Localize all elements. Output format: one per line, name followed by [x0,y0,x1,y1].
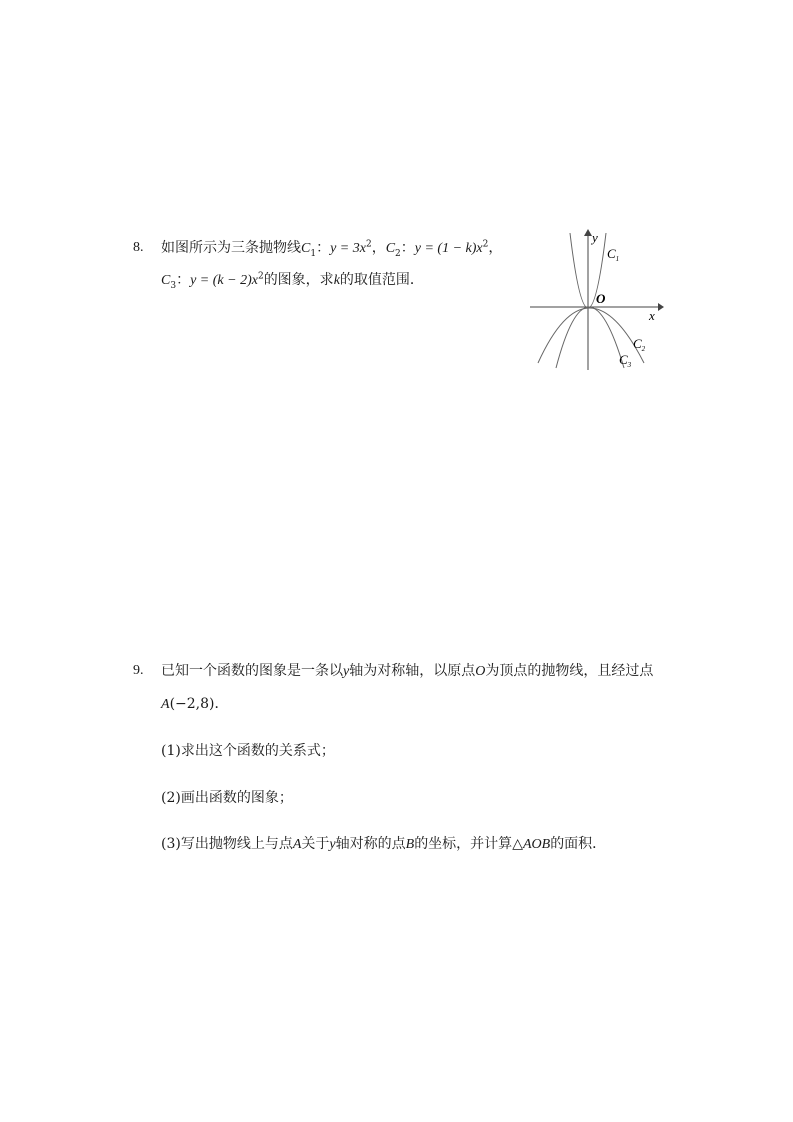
x-axis-label: x [649,308,655,323]
y-axis-label: y [592,230,598,245]
origin-label: O [596,291,606,306]
curve-c3 [556,307,624,368]
question-8-line-2: $C_3$：$y = (k - 2)x^2$的图象，求k的取值范围． [161,271,424,291]
y-axis-arrow [584,229,592,236]
x-axis-arrow [658,303,664,311]
question-9-line-1: 已知一个函数的图象是一条以y轴为对称轴，以原点O为顶点的抛物线，且经过点 [161,663,654,679]
c2-label: $C_2$ [633,336,646,353]
c3-label: $C_3$ [619,352,632,369]
c1-label: $C_1$ [607,246,620,263]
question-9-part-2: (2)画出函数的图象； [161,790,293,806]
question-8-line-1: 如图所示为三条抛物线$C_1$：$y = 3x^2$，$C_2$：$y = (1 - k)x^2$， [161,239,503,259]
question-9-line-2: A(−2,8)． [161,696,229,712]
parabola-figure [530,228,665,370]
question-9-part-3: (3)写出抛物线上与点A关于y轴对称的点B的坐标，并计算△AOB的面积． [161,836,607,852]
question-number: 8. [133,240,144,255]
question-number: 9. [133,663,144,678]
curve-c2 [538,308,644,363]
question-9-part-1: (1)求出这个函数的关系式； [161,743,335,759]
